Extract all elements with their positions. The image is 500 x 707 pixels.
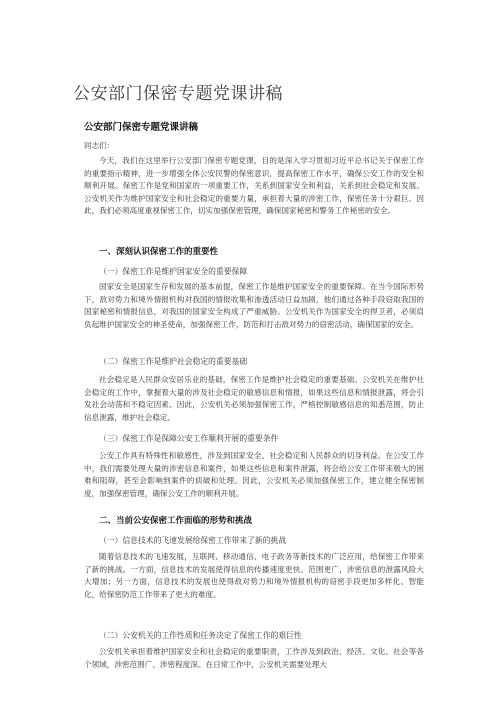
section-2-2-heading: （二）公安机关的工作性质和任务决定了保密工作的艰巨性 <box>99 631 302 640</box>
section-1-1-heading: （一）保密工作是维护国家安全的重要保障 <box>99 267 248 276</box>
document-subtitle: 公安部门保密专题党课讲稿 <box>84 122 199 133</box>
document-title: 公安部门保密专题党课讲稿 <box>73 84 283 104</box>
section-1-2-body: 社会稳定是人民群众安居乐业的基础，保密工作是维护社会稳定的重要基础。公安机关在维护社会稳定的工作中，掌握着大量的涉及社会稳定的敏感信息和情报，如果这些信息和情报泄露，将会引发社会动荡和不稳定因素。因此，公安机关必须加强保密工作，严格控制敏感信息的知悉范围，防止信息泄露，维护社会稳定。 <box>84 375 424 422</box>
section-2-1-body: 随着信息技术的飞速发展，互联网、移动通信、电子政务等新技术的广泛应用，给保密工作带来了新的挑战。一方面，信息技术的发展使得信息的传播速度更快、范围更广，涉密信息的泄露风险大大增加；另一方面，信息技术的发展也使得敌对势力和境外情报机构的窃密手段更加多样化、智能化，给保密防范工作带来了更大的难度。 <box>84 552 424 599</box>
section-2-heading: 二、当前公安保密工作面临的形势和挑战 <box>99 516 253 526</box>
greeting: 同志们： <box>84 141 115 150</box>
section-1-2-heading: （二）保密工作是维护社会稳定的重要基础 <box>99 357 248 366</box>
section-1-heading: 一、深刻认识保密工作的重要性 <box>99 247 219 257</box>
section-2-2-body: 公安机关承担着维护国家安全和社会稳定的重要职责，工作涉及到政治、经济、文化、社会等各个领域，涉密范围广、涉密程度深。在日常工作中，公安机关需要处理大 <box>84 647 424 669</box>
section-2-1-heading: （一）信息技术的飞速发展给保密工作带来了新的挑战 <box>99 536 287 545</box>
section-1-1-body: 国家安全是国家生存和发展的基本前提，保密工作是维护国家安全的重要保障。在当今国际形势下，敌对势力和境外情报机构对我国的情报收集和渗透活动日益加剧，他们通过各种手段窃取我国的国家秘密和情报信息，对我国的国家安全构成了严重威胁。公安机关作为国家安全的捍卫者，必须肩负起维护国家安全的神圣使命，加强保密工作，防范和打击敌对势力的窃密活动，确保国家的安全。 <box>84 282 424 329</box>
section-1-3-heading: （三）保密工作是保障公安工作顺利开展的重要条件 <box>99 434 279 443</box>
section-1-3-body: 公安工作具有特殊性和敏感性，涉及到国家安全、社会稳定和人民群众的切身利益。在公安工作中，我们需要处理大量的涉密信息和案件，如果这些信息和案件泄露，将会给公安工作带来极大的困难和阻碍，甚至会影响到案件的侦破和处理。因此，公安机关必须加强保密工作，建立健全保密制度，加强保密管理，确保公安工作的顺利开展。 <box>84 451 424 498</box>
intro-paragraph: 今天，我们在这里举行公安部门保密专题党课，目的是深入学习贯彻习近平总书记关于保密工作的重要指示精神，进一步增强全体公安民警的保密意识，提高保密工作水平，确保公安工作的安全和顺利开展。保密工作是党和国家的一项重要工作，关系到国家安全和利益，关系到社会稳定和发展。公安机关作为维护国家安全和社会稳定的重要力量，承担着大量的涉密工作，保密任务十分艰巨。因此，我们必须高度重视保密工作，切实加强保密管理，确保国家秘密和警务工作秘密的安全。 <box>84 156 424 215</box>
